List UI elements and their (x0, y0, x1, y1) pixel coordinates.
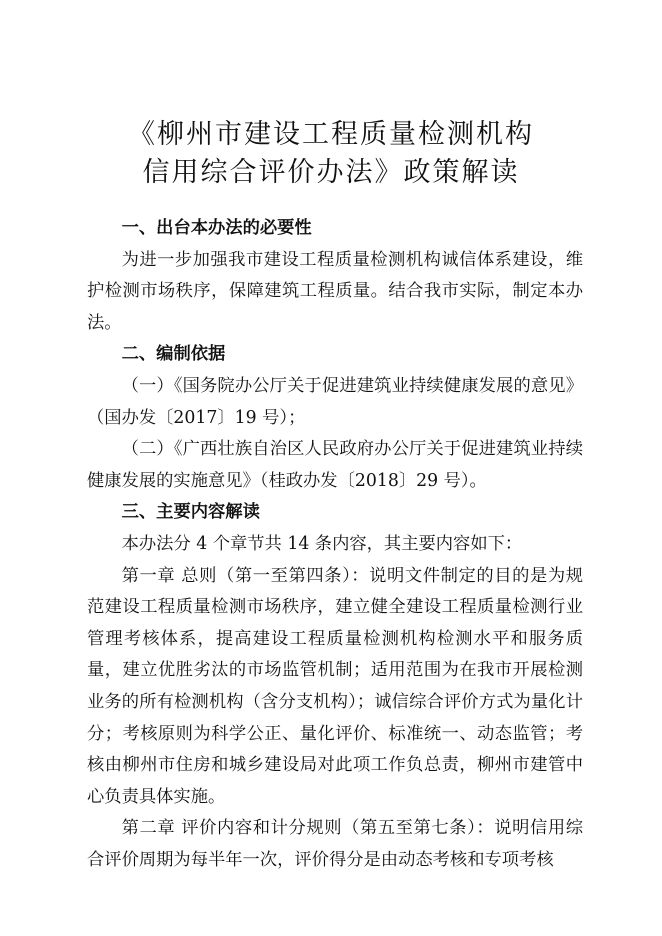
paragraph: 第一章 总则（第一至第四条）：说明文件制定的目的是为规范建设工程质量检测市场秩序，建立健全建设工程质量检测行业管理考核体系，提高建设工程质量检测机构检测水平和服务质量，建立优胜劣汰的市场监管机制；适用范围为在我市开展检测业务的所有检测机构（含分支机构）；诚信综合评价方式为量化计分；考核原则为科学公正、量化评价、标准统一、动态监管；考核由柳州市住房和城乡建设局对此项工作负总责，柳州市建管中心负责具体实施。 (87, 565, 583, 807)
paragraph: 本办法分 4 个章节共 14 条内容，其主要内容如下： (121, 533, 523, 554)
document-title-line-2: 信用综合评价办法》政策解读 (142, 157, 520, 188)
paragraph: 第二章 评价内容和计分规则（第五至第七条）：说明信用综合评价周期为每半年一次，评价得分是由动态考核和专项考核 (87, 818, 583, 870)
document-body (87, 213, 583, 876)
paragraph: （二）《广西壮族自治区人民政府办公厅关于促进建筑业持续健康发展的实施意见》（桂政办发〔2018〕29 号）。 (87, 439, 583, 491)
document-title-line-1: 《柳州市建设工程质量检测机构 (128, 119, 534, 150)
paragraph: 为进一步加强我市建设工程质量检测机构诚信体系建设，维护检测市场秩序，保障建筑工程质量。结合我市实际，制定本办法。 (87, 249, 583, 333)
paragraph: （一）《国务院办公厅关于促进建筑业持续健康发展的意见》（国办发〔2017〕19 号）； (87, 375, 583, 428)
section-heading-content: 三、主要内容解读 (121, 502, 260, 523)
section-heading-basis: 二、编制依据 (121, 344, 226, 365)
section-heading-necessity: 一、出台本办法的必要性 (121, 218, 312, 238)
